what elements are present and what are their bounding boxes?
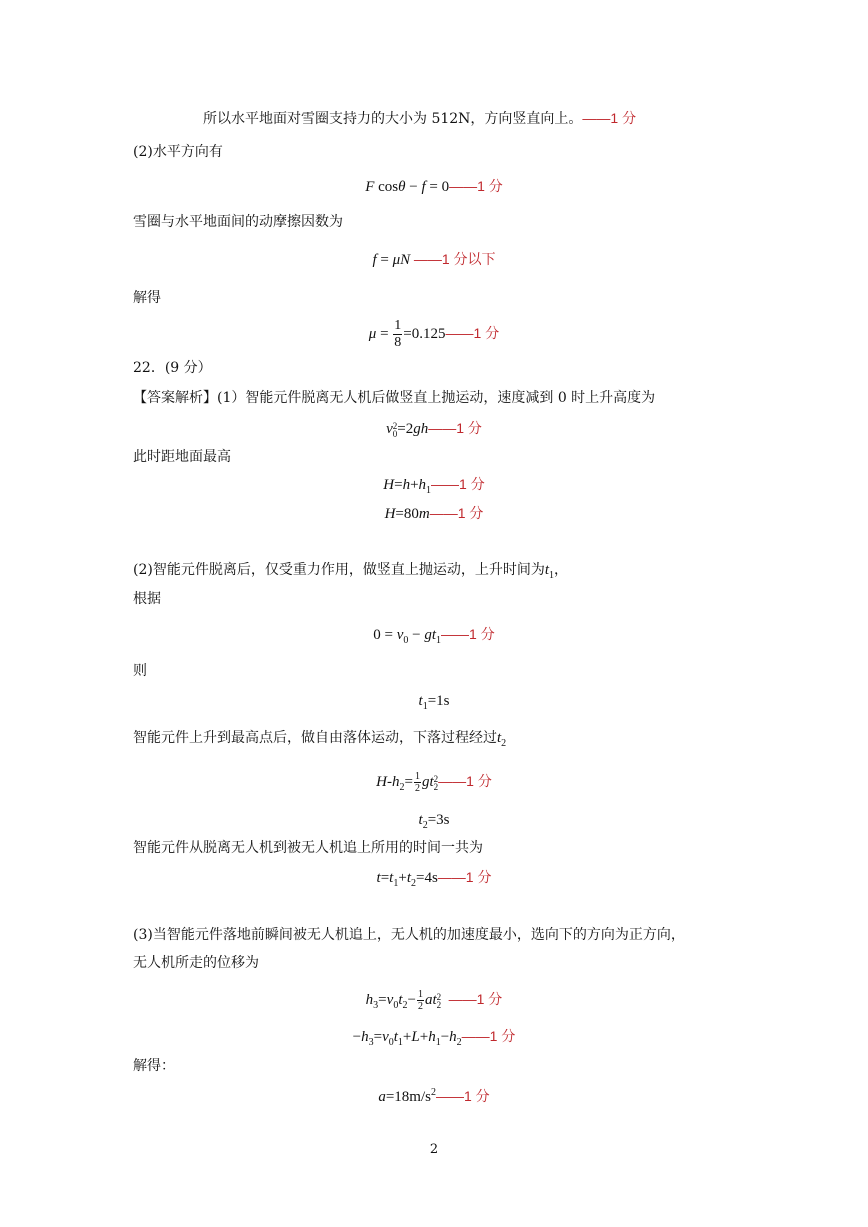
equation-line	[0, 418, 868, 439]
paragraph-text: 【答案解析】(1）智能元件脱离无人机后做竖直上抛运动，速度减到 0 时上升高度为	[133, 390, 656, 406]
score-mark: ——1 分	[431, 476, 485, 492]
score-mark: ——1 分	[445, 325, 500, 341]
equation: v 2 0 =2gh	[386, 421, 429, 439]
symbol-t2: $t_2$	[497, 730, 507, 749]
paragraph-text: 智能元件从脱离无人机到被无人机追上所用的时间一共为	[133, 840, 483, 856]
text-line: (2)智能元件脱离后，仅受重力作用，做竖直上抛运动，上升时间为$t_1$，	[133, 562, 569, 581]
paragraph-text: (3)当智能元件落地前瞬间被无人机追上，无人机的加速度最小，选向下的方向为正方向，	[133, 927, 685, 943]
paragraph-text: 所以水平地面对雪圈支持力的大小为 512N，方向竖直向上。	[203, 111, 583, 127]
equation-line	[0, 1026, 868, 1053]
equation: $t_2=3s$	[418, 812, 450, 831]
equation: $t_1=1s$	[418, 693, 450, 712]
equation-line	[0, 624, 868, 651]
text-line	[133, 212, 343, 232]
page-number-text: 2	[429, 1142, 439, 1157]
text-line	[133, 838, 483, 858]
text-line	[133, 388, 655, 408]
paragraph-text: 智能元件上升到最高点后，做自由落体运动，下落过程经过	[133, 730, 497, 746]
equation-line	[0, 318, 868, 351]
paragraph-text: 雪圈与水平地面间的动摩擦因数为	[133, 214, 343, 230]
equation-result: =3s	[427, 812, 450, 828]
text-line	[203, 108, 636, 129]
equation-result: =1s	[427, 693, 450, 709]
question-number	[133, 358, 212, 378]
text-line	[133, 953, 259, 973]
score-mark: ——1 分	[429, 505, 484, 521]
score-mark: ——1 分	[448, 991, 503, 1007]
score-mark: ——1 分	[435, 1088, 490, 1104]
equation: f = μN	[372, 252, 411, 268]
symbol-t1: $t_1$	[544, 562, 555, 581]
equation: H=80m	[384, 506, 430, 522]
score-mark: ——1 分	[438, 773, 492, 789]
equation-line	[0, 474, 868, 501]
equation-line	[0, 1083, 868, 1107]
equation: F cosθ − f = 0	[365, 179, 450, 195]
equation-line	[0, 984, 868, 1021]
text-line	[133, 142, 223, 162]
paragraph-text: 则	[133, 663, 147, 679]
score-mark: ——1 分	[428, 420, 482, 436]
paragraph-text: 根据	[133, 591, 161, 607]
paragraph-text: 22．(9 分）	[133, 360, 212, 376]
equation-line	[0, 176, 868, 197]
equation: $H-h_2=$ $\frac{1}{2}$ gt 2 2	[376, 771, 439, 795]
equation: μ = $\frac{1}{8}$ =0.125	[368, 318, 446, 351]
score-mark: ——1 分	[582, 110, 637, 126]
equation-line	[0, 249, 868, 270]
score-mark: ——1 分	[437, 869, 492, 885]
equation-line	[0, 503, 868, 524]
score-mark: ——1 分	[461, 1028, 516, 1044]
equation: $-h_3=v_0t_1+L+h_1-h_2$	[352, 1029, 462, 1048]
equation: $t=t_1+t_2=4s$	[376, 870, 438, 889]
text-line	[133, 589, 161, 609]
equation-line	[0, 867, 868, 894]
equation-line	[0, 766, 868, 803]
paragraph-text: (2)智能元件脱离后，仅受重力作用，做竖直上抛运动，上升时间为	[133, 562, 545, 578]
paragraph-text: 无人机所走的位移为	[133, 955, 259, 971]
equation: $a=18m/s^2$	[378, 1087, 436, 1105]
equation-line	[0, 810, 868, 836]
score-mark: ——1 分	[449, 178, 503, 194]
equation: $H=h+h_1$	[383, 477, 432, 496]
equation-line	[0, 691, 868, 717]
text-line	[133, 661, 147, 681]
equation: $h_3=v_0t_2-$ $\frac{1}{2}$ at 2 2	[365, 989, 442, 1013]
score-mark: ——1 分以下	[413, 251, 496, 267]
score-mark: ——1 分	[441, 626, 495, 642]
paragraph-text: 此时距地面最高	[133, 449, 231, 465]
page-number	[0, 1140, 868, 1160]
equation: $0 = v_0 - gt_1$	[373, 627, 442, 646]
text-line	[133, 288, 161, 308]
text-line	[133, 728, 506, 754]
equation-result: =0.125	[403, 326, 446, 342]
paragraph-text: (2)水平方向有	[133, 144, 223, 160]
text-line	[133, 447, 231, 467]
text-line	[133, 1056, 175, 1076]
text-line	[133, 925, 685, 945]
paragraph-text: 解得	[133, 290, 161, 306]
paragraph-text: 解得：	[133, 1058, 175, 1074]
